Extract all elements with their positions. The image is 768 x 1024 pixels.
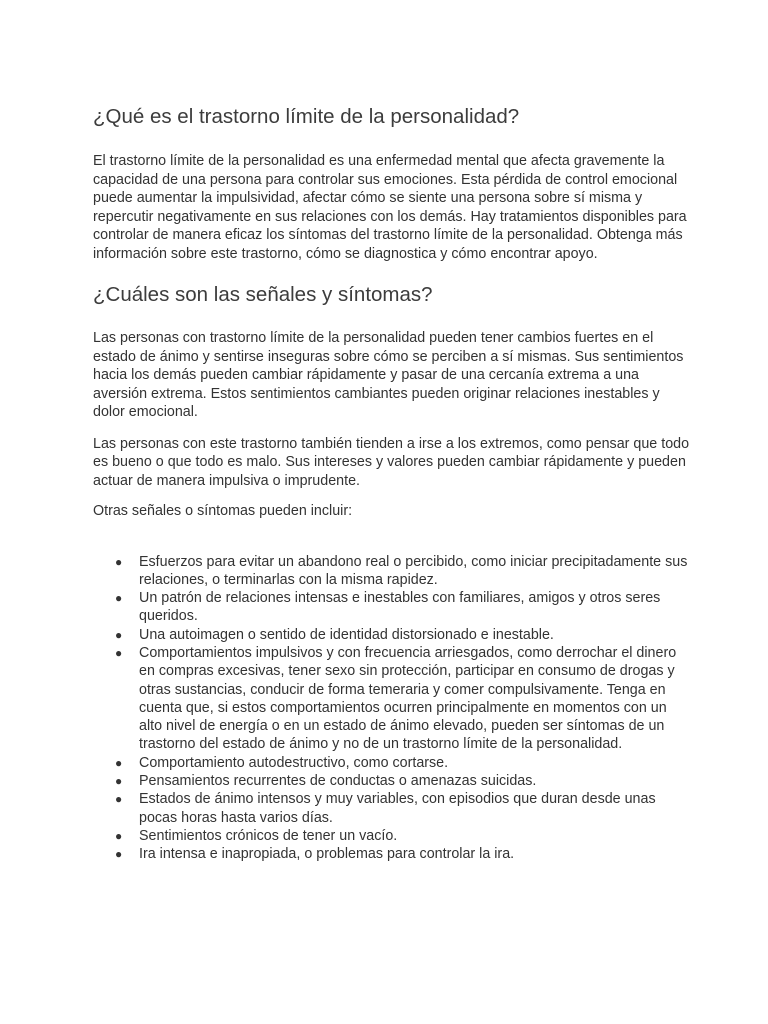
list-item [93,553,693,590]
section-heading-what-is: ¿Qué es el trastorno límite de la personalidad? [93,105,520,128]
list-item-text: Ira intensa e inapropiada, o problemas para controlar la ira. [139,846,515,863]
section-heading-signs-symptoms: ¿Cuáles son las señales y síntomas? [93,283,433,306]
bullet-icon: ● [115,591,123,606]
list-item [93,626,693,644]
bullet-icon: ● [115,755,123,770]
document-page [93,104,693,864]
list-item-text: Estados de ánimo intensos y muy variables, con episodios que duran desde unas pocas horas hasta varios días. [139,791,656,826]
list-item [93,845,693,863]
symptoms-paragraph-2: Las personas con este trastorno también tienden a irse a los extremos, como pensar que todo es bueno o que todo es malo. Sus intereses y valores pueden cambiar rápidamente y pueden actuar de manera impulsiva o imprudente. [93,435,690,489]
bullet-icon: ● [115,645,123,660]
list-item-text: Sentimientos crónicos de tener un vacío. [139,827,398,844]
bullet-icon: ● [115,847,123,862]
list-item-text: Un patrón de relaciones intensas e inestables con familiares, amigos y otros seres queridos. [139,590,661,625]
bullet-icon: ● [115,774,123,789]
symptoms-list [93,553,693,864]
list-item-text: Comportamiento autodestructivo, como cortarse. [139,754,449,771]
list-item-text: Esfuerzos para evitar un abandono real o percibido, como iniciar precipitadamente sus relaciones, o terminarlas con la misma rapidez. [139,553,688,588]
bullet-icon: ● [115,554,123,569]
list-item [93,644,693,754]
list-item [93,754,693,772]
list-item-text: Una autoimagen o sentido de identidad distorsionado e inestable. [139,626,554,643]
list-item [93,589,693,626]
symptoms-list-intro: Otras señales o síntomas pueden incluir: [93,503,353,519]
intro-paragraph: El trastorno límite de la personalidad es una enfermedad mental que afecta gravemente la capacidad de una persona para controlar sus emociones. Esta pérdida de control emocional puede aumentar la impulsividad, afectar cómo se siente una persona sobre sí misma y repercutir negativamente en sus relaciones con los demás. Hay tratamientos disponibles para controlar de manera eficaz los síntomas del trastorno límite de la personalidad. Obtenga más información sobre este trastorno, cómo se diagnostica y cómo encontrar apoyo. [93,153,687,262]
list-item [93,827,693,845]
bullet-icon: ● [115,792,123,807]
list-item [93,790,693,827]
bullet-icon: ● [115,627,123,642]
list-item-text: Comportamientos impulsivos y con frecuencia arriesgados, como derrochar el dinero en compras excesivas, tener sexo sin protección, participar en consumo de drogas y otras sustancias, conducir de forma temeraria y comer compulsivamente. Tenga en cuenta que, si estos comportamientos ocurren principalmente en momentos con un alto nivel de energía o en un estado de ánimo elevado, pueden ser síntomas de un trastorno del estado de ánimo y no de un trastorno límite de la personalidad. [139,644,677,753]
bullet-icon: ● [115,828,123,843]
list-item-text: Pensamientos recurrentes de conductas o amenazas suicidas. [139,773,537,790]
symptoms-paragraph-1: Las personas con trastorno límite de la personalidad pueden tener cambios fuertes en el estado de ánimo y sentirse inseguras sobre cómo se perciben a sí mismas. Sus sentimientos hacia los demás pueden cambiar rápidamente y pasar de una cercanía extrema a una aversión extrema. Estos sentimientos cambiantes pueden originar relaciones inestables y dolor emocional. [93,330,684,420]
list-item [93,772,693,790]
